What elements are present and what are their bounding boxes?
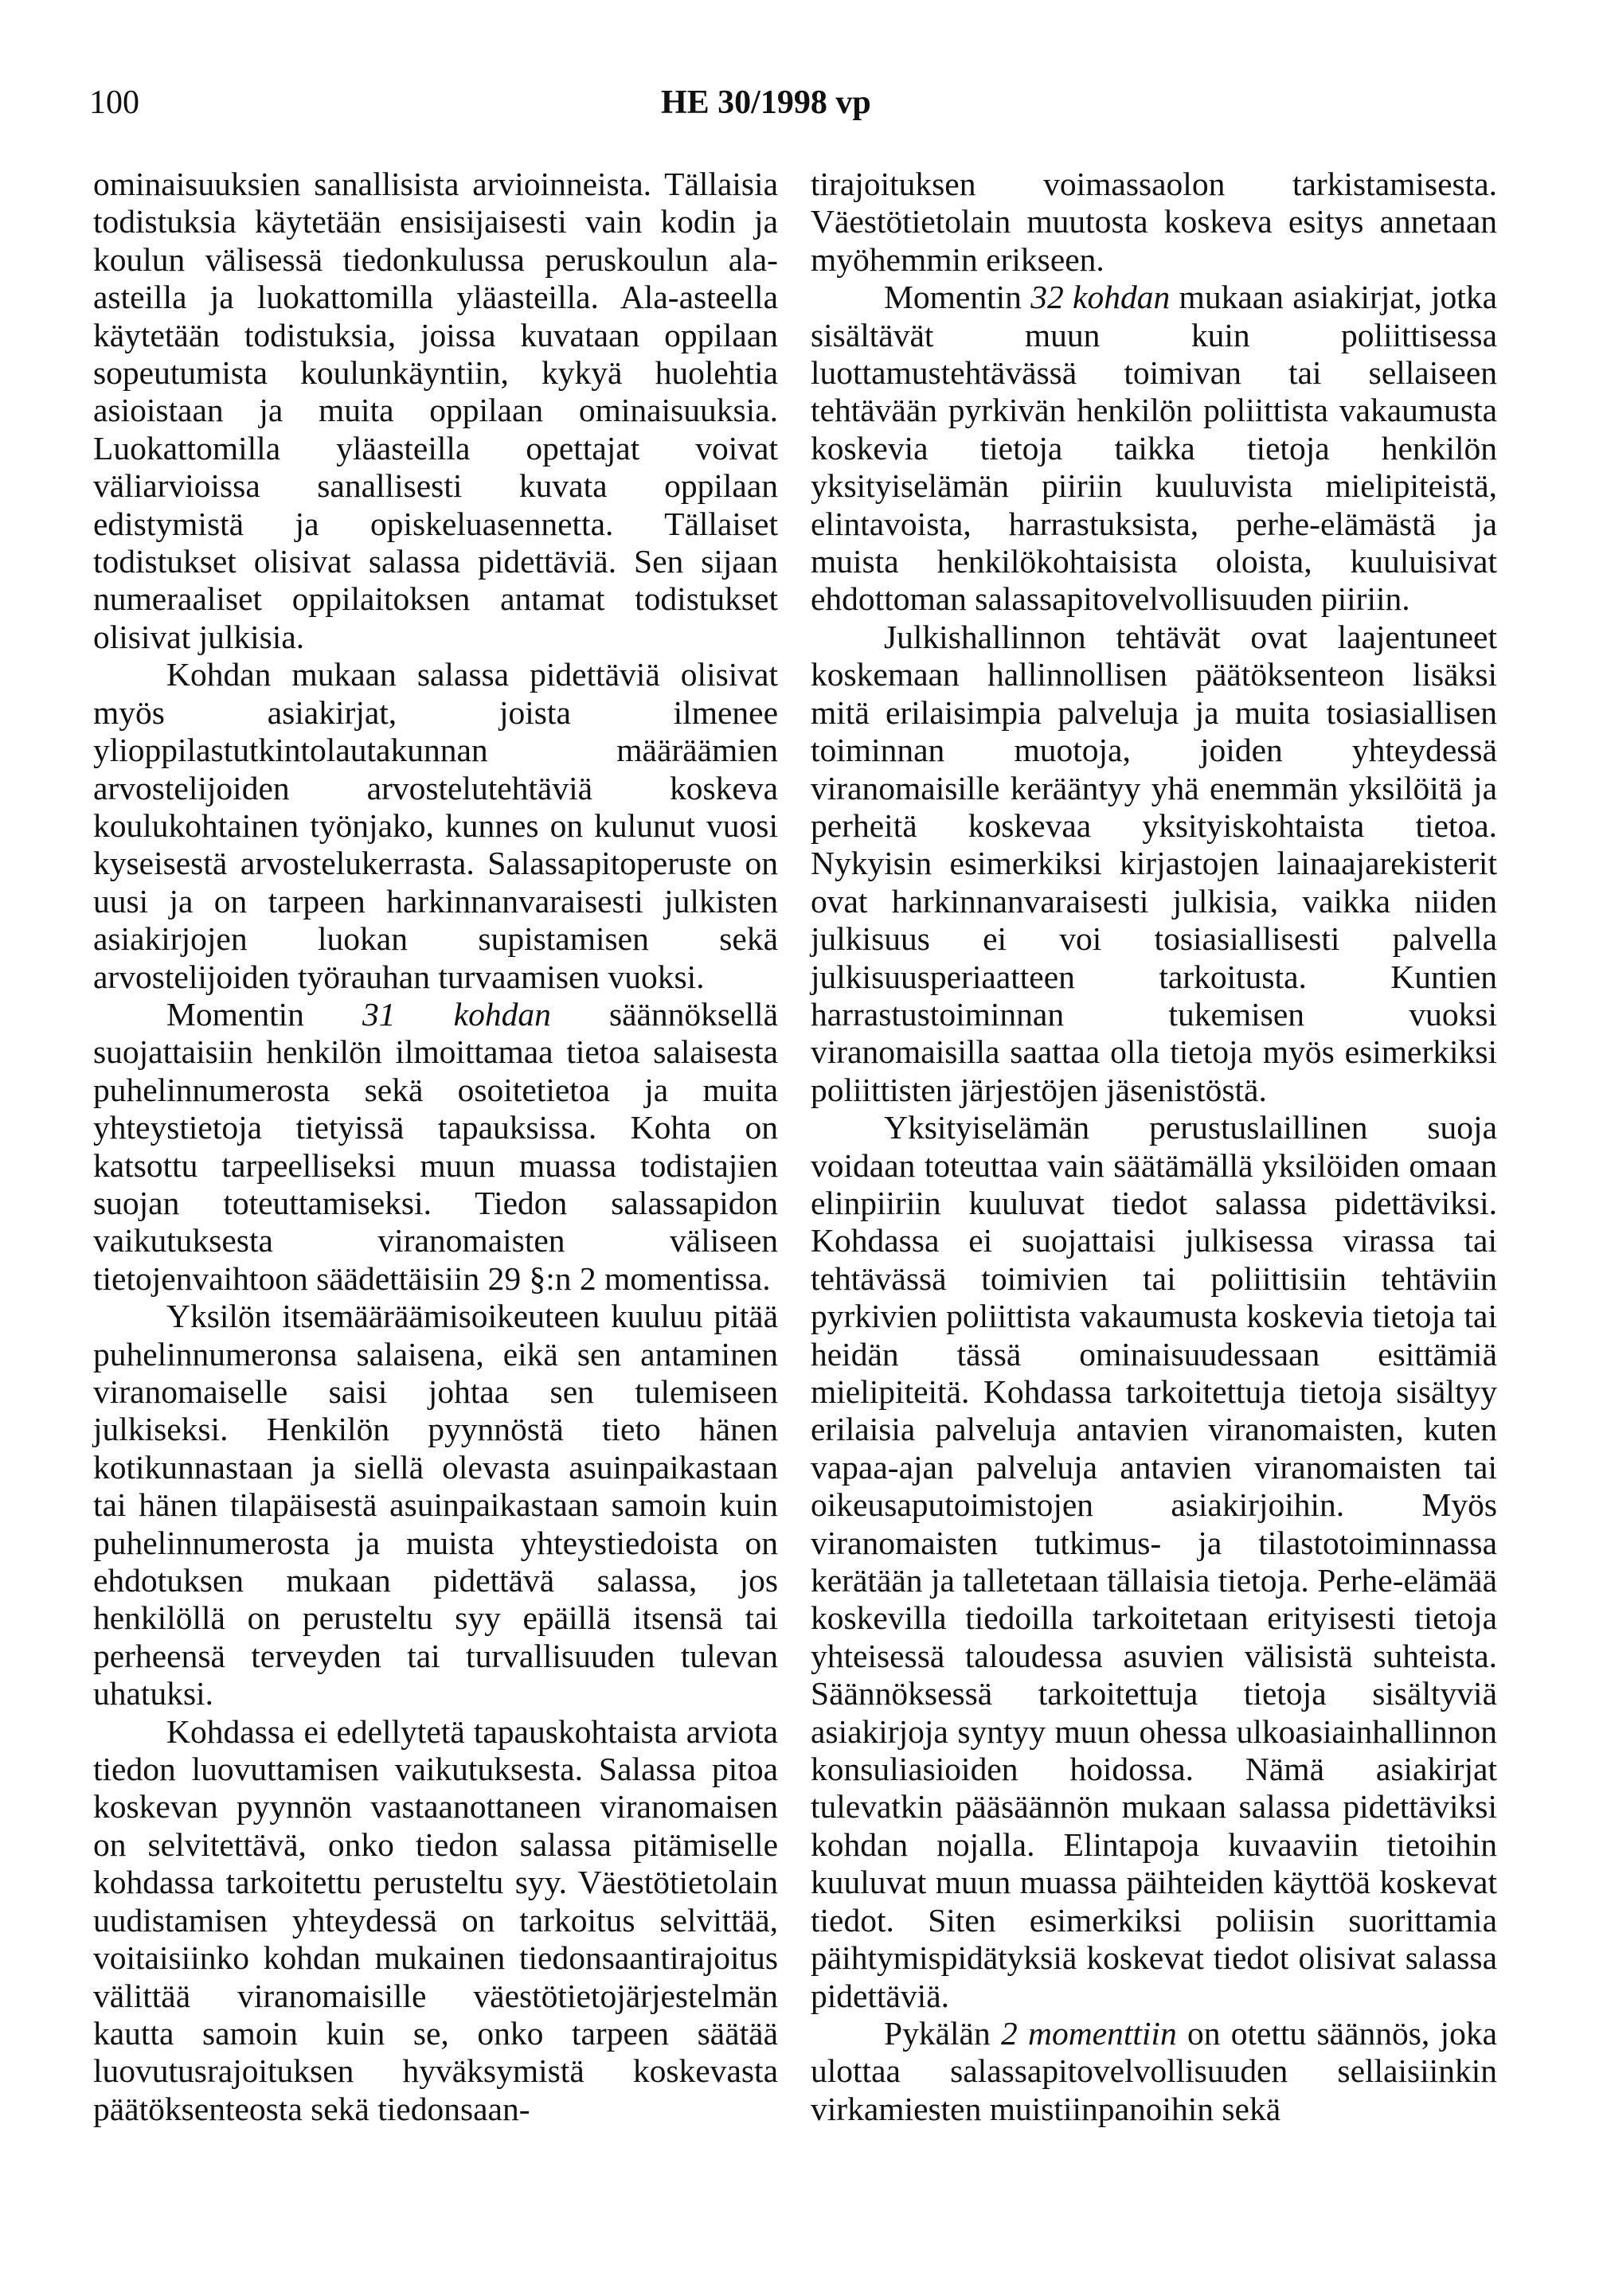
paragraph (811, 279, 1497, 619)
right-text-column (811, 166, 1497, 2128)
text-run: ominaisuuksien sanallisista arvioinneista. Tällaisia todistuksia käytetään ensisijaisesti vain kodin ja koulun välisessä tiedonkulussa peruskoulun ala-asteilla ja luokattomilla yläasteilla. Ala-asteella käytetään todistuksia, joissa kuvataan oppilaan sopeutumista koulunkäyntiin, kykyä huolehtia asioistaan ja muita oppilaan ominaisuuksia. Luokattomilla yläasteilla opettajat voivat väliarvioissa sanallisesti kuvata oppilaan edistymistä ja opiskeluasennetta. Tällaiset todistukset olisivat salassa pidettäviä. Sen sijaan numeraaliset oppilaitoksen antamat todistukset olisivat julkisia. (93, 166, 778, 655)
text-run: Momentin (166, 995, 363, 1033)
left-text-column (93, 166, 778, 2128)
text-run: Kohdan mukaan salassa pidettäviä olisivat myös asiakirjat, joista ilmenee ylioppilastutkintolautakunnan määräämien arvostelijoiden arvostelutehtäviä koskeva koulukohtainen työnjako, kunnes on kulunut vuosi kyseisestä arvostelukerrasta. Salassapitoperuste on uusi ja on tarpeen harkinnanvaraisesti julkisten asiakirjojen luokan supistamisen sekä arvostelijoiden työrauhan turvaamisen vuoksi. (93, 656, 778, 995)
text-run: säännöksellä suojattaisiin henkilön ilmoittamaa tietoa salaisesta puhelinnumerosta sekä osoitetietoa ja muita yhteystietoja tietyissä tapauksissa. Kohta on katsottu tarpeelliseksi muun muassa todistajien suojan toteuttamiseksi. Tiedon salassapidon vaikutuksesta viranomaisten väliseen tietojenvaihtoon säädettäisiin 29 §:n 2 momentissa. (93, 995, 778, 1297)
paragraph (811, 619, 1497, 1109)
paragraph (811, 2015, 1497, 2128)
text-run: Momentin (884, 279, 1031, 316)
text-run: Pykälän (884, 2014, 1001, 2052)
italic-reference: 32 kohdan (1030, 279, 1171, 316)
page-number: 100 (89, 84, 139, 121)
running-head: HE 30/1998 vp (661, 84, 871, 121)
text-run: Yksilön itsemääräämisoikeuteen kuuluu pitää puhelinnumeronsa salaisena, eikä sen antaminen viranomaiselle saisi johtaa sen tulemiseen julkiseksi. Henkilön pyynnöstä tieto hänen kotikunnastaan ja siellä olevasta asuinpaikastaan tai hänen tilapäisestä asuinpaikastaan samoin kuin puhelinnumerosta ja muista yhteystiedoista on ehdotuksen mukaan pidettävä salassa, jos henkilöllä on perusteltu syy epäillä itsensä tai perheensä terveyden tai turvallisuuden tulevan uhatuksi. (93, 1298, 778, 1712)
text-run: Kohdassa ei edellytetä tapauskohtaista arviota tiedon luovuttamisen vaikutuksesta. Salassa pitoa koskevan pyynnön vastaanottaneen viranomaisen on selvitettävä, onko tiedon salassa pitämiselle kohdassa tarkoitettu perusteltu syy. Väestötietolain uudistamisen yhteydessä on tarkoitus selvittää, voitaisiinko kohdan mukainen tiedonsaantirajoitus välittää viranomaisille väestötietojärjestelmän kautta samoin kuin se, onko tarpeen säätää luovutusrajoituksen hyväksymistä koskevasta päätöksenteosta sekä tiedonsaan- (93, 1712, 778, 2127)
italic-reference: 2 momenttiin (1000, 2014, 1177, 2052)
text-run: Yksityiselämän perustuslaillinen suoja voidaan toteuttaa vain säätämällä yksilöiden omaan elinpiiriin kuuluvat tiedot salassa pidettäviksi. Kohdassa ei suojattaisi julkisessa virassa tai tehtävässä toimivien tai poliittisiin tehtäviin pyrkivien poliittista vakaumusta koskevia tietoja tai heidän tässä ominaisuudessaan esittämiä mielipiteitä. Kohdassa tarkoitettuja tietoja sisältyy erilaisia palveluja antavien viranomaisten, kuten vapaa-ajan palveluja antavien viranomaisten tai oikeusaputoimistojen asiakirjoihin. Myös viranomaisten tutkimus- ja tilastotoiminnassa kerätään ja talletetaan tällaisia tietoja. Perhe-elämää koskevilla tiedoilla tarkoitetaan erityisesti tietoja yhteisessä taloudessa asuvien välisistä suhteista. Säännöksessä tarkoitettuja tietoja sisältyviä asiakirjoja syntyy muun ohessa ulkoasiainhallinnon konsuliasioiden hoidossa. Nämä asiakirjat tulevatkin pääsäännön mukaan salassa pidettäviksi kohdan nojalla. Elintapoja kuvaaviin tietoihin kuuluvat muun muassa päihteiden käyttöä koskevat tiedot. Siten esimerkiksi poliisin suorittamia päihtymispidätyksiä koskevat tiedot olisivat salassa pidettäviä. (811, 1109, 1497, 2014)
paragraph (93, 996, 778, 1298)
paragraph (93, 1713, 778, 2128)
paragraph (811, 1109, 1497, 2015)
text-run: Julkishallinnon tehtävät ovat laajentuneet koskemaan hallinnollisen päätöksenteon lisäksi mitä erilaisimpia palveluja ja muita tosiasiallisen toiminnan muotoja, joiden yhteydessä viranomaisille kerääntyy yhä enemmän yksilöitä ja perheitä koskevaa yksityiskohtaista tietoa. Nykyisin esimerkiksi kirjastojen lainaajarekisterit ovat harkinnanvaraisesti julkisia, vaikka niiden julkisuus ei voi tosiasiallisesti palvella julkisuusperiaatteen tarkoitusta. Kuntien harrastustoiminnan tukemisen vuoksi viranomaisilla saattaa olla tietoja myös esimerkiksi poliittisten järjestöjen jäsenistöstä. (811, 618, 1497, 1108)
paragraph (93, 656, 778, 996)
paragraph (93, 166, 778, 656)
text-run: on otettu säännös, joka ulottaa salassapitovelvollisuuden sellaisiinkin virkamiesten muistiinpanoihin sekä (811, 2014, 1497, 2127)
text-run: tirajoituksen voimassaolon tarkistamisesta. Väestötietolain muutosta koskeva esitys annetaan myöhemmin erikseen. (811, 166, 1497, 278)
paragraph (811, 166, 1497, 279)
text-run: mukaan asiakirjat, jotka sisältävät muun kuin poliittisessa luottamustehtävässä toimivan tai sellaiseen tehtävään pyrkivän henkilön poliittista vakaumusta koskevia tietoja taikka tietoja henkilön yksityiselämän piiriin kuuluvista mielipiteistä, elintavoista, harrastuksista, perhe-elämästä ja muista henkilökohtaisista oloista, kuuluisivat ehdottoman salassapitovelvollisuuden piiriin. (811, 279, 1498, 618)
italic-reference: 31 kohdan (362, 995, 551, 1033)
paragraph (93, 1298, 778, 1712)
